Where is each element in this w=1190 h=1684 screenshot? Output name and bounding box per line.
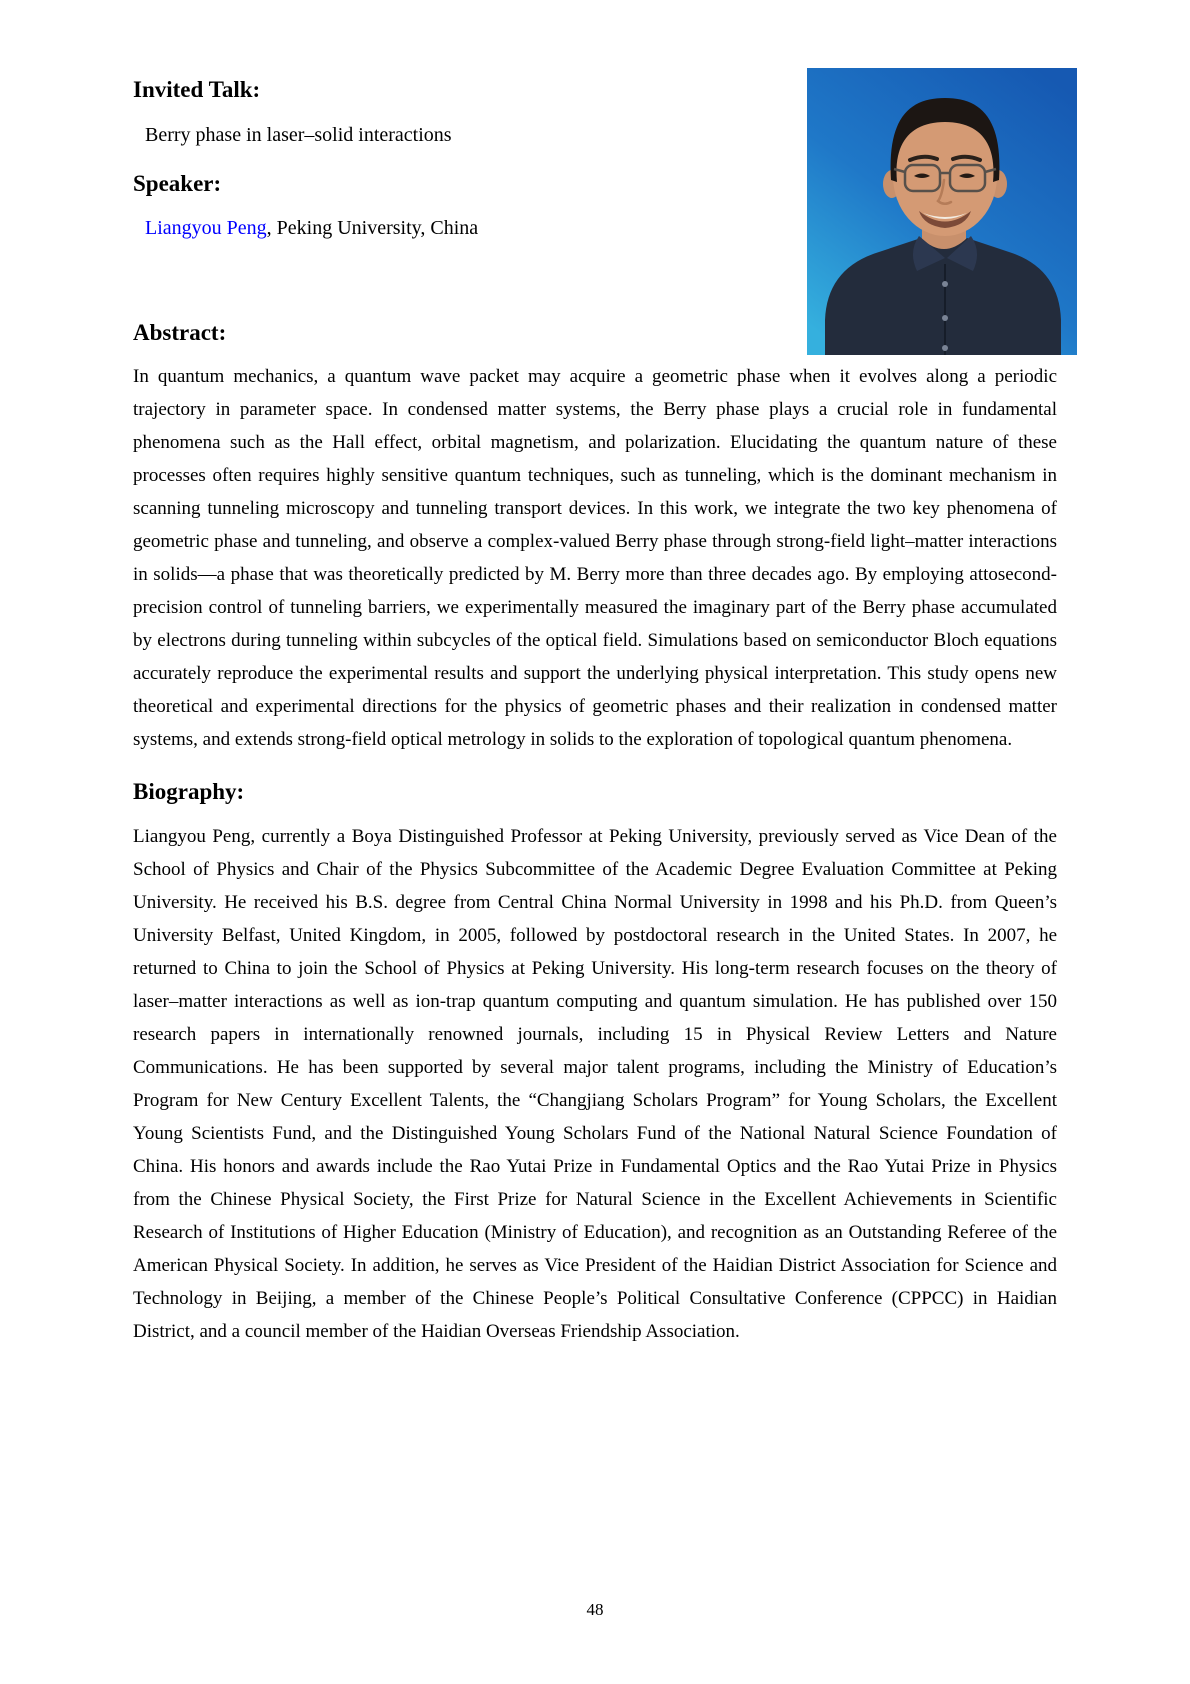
abstract-heading: Abstract: <box>133 319 227 345</box>
speaker-affiliation: , Peking University, China <box>266 216 479 239</box>
biography-heading: Biography: <box>133 779 245 805</box>
abstract-text: In quantum mechanics, a quantum wave packet may acquire a geometric phase when it evolves along a periodic trajectory in parameter space. In condensed matter systems, the Berry phase plays a crucial role in fundamental phenomena such as the Hall effect, orbital magnetism, and polarization. Elucidating the quantum nature of these processes often requires highly sensitive quantum techniques, such as tunneling, which is the dominant mechanism in scanning tunneling microscopy and tunneling transport devices. In this work, we integrate the two key phenomena of geometric phase and tunneling, and observe a complex-valued Berry phase through strong-field light–matter interactions in solids—a phase that was theoretically predicted by M. Berry more than three decades ago. By employing attosecond-precision control of tunneling barriers, we experimentally measured the imaginary part of the Berry phase accumulated by electrons during tunneling within subcycles of the optical field. Simulations based on semiconductor Bloch equations accurately reproduce the experimental results and support the underlying physical interpretation. This study opens new theoretical and experimental directions for the physics of geometric phases and their realization in condensed matter systems, and extends strong-field optical metrology in solids to the exploration of topological quantum phenomena. <box>133 366 1057 751</box>
invited-talk-heading: Invited Talk: <box>133 77 261 102</box>
speaker-photo <box>807 68 1077 355</box>
biography-text: Liangyou Peng, currently a Boya Distinguished Professor at Peking University, previously served as Vice Dean of the School of Physics and Chair of the Physics Subcommittee of the Academic Degree Evaluation Committee at Peking University. He received his B.S. degree from Central China Normal University in 1998 and his Ph.D. from Queen’s University Belfast, United Kingdom, in 2005, followed by postdoctoral research in the United States. In 2007, he returned to China to join the School of Physics at Peking University. His long-term research focuses on the theory of laser–matter interactions as well as ion-trap quantum computing and quantum simulation. He has published over 150 research papers in internationally renowned journals, including 15 in Physical Review Letters and Nature Communications. He has been supported by several major talent programs, including the Ministry of Education’s Program for New Century Excellent Talents, the “Changjiang Scholars Program” for Young Scholars, the Excellent Young Scientists Fund, and the Distinguished Young Scholars Fund of the National Natural Science Foundation of China. His honors and awards include the Rao Yutai Prize in Fundamental Optics and the Rao Yutai Prize in Physics from the Chinese Physical Society, the First Prize for Natural Science in the Excellent Achievements in Scientific Research of Institutions of Higher Education (Ministry of Education), and recognition as an Outstanding Referee of the American Physical Society. In addition, he serves as Vice President of the Haidian District Association for Science and Technology in Beijing, a member of the Chinese People’s Political Consultative Conference (CPPCC) in Haidian District, and a council member of the Haidian Overseas Friendship Association. <box>133 826 1057 1342</box>
speaker-portrait-illustration <box>807 68 1077 355</box>
talk-title: Berry phase in laser–solid interactions <box>145 123 452 146</box>
speaker-name-link[interactable]: Liangyou Peng <box>145 216 267 239</box>
page-number: 48 <box>586 1600 604 1619</box>
speaker-heading: Speaker: <box>133 170 222 196</box>
